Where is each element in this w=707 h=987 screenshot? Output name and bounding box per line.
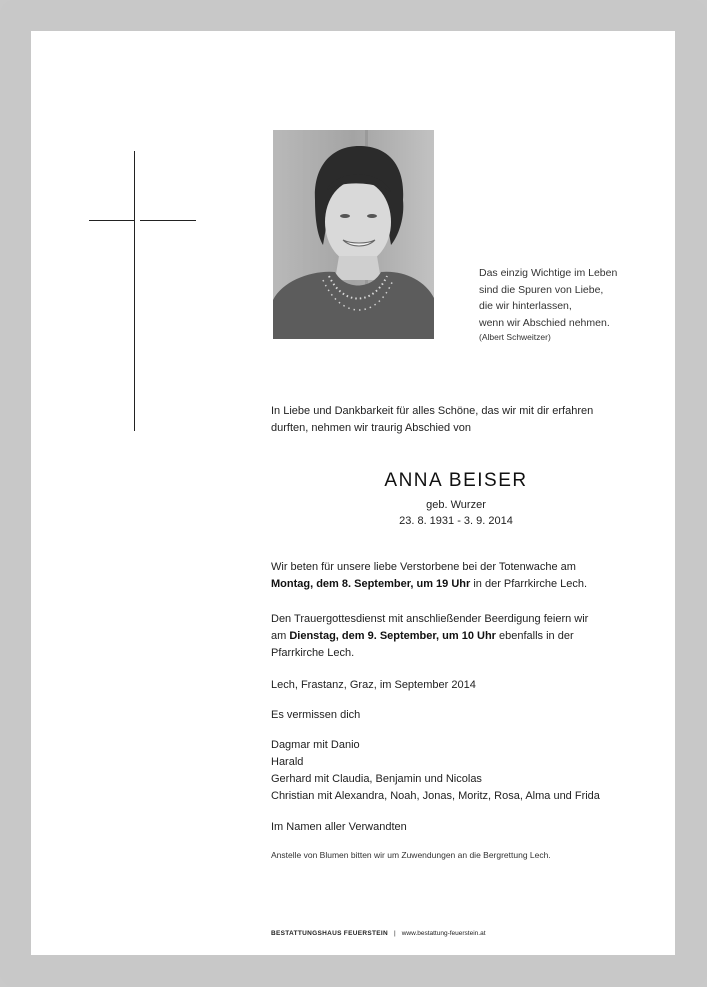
wake-paragraph (271, 559, 651, 593)
wake-location: in der Pfarrkirche Lech. (470, 578, 588, 590)
footer-url[interactable]: www.bestattung-feuerstein.at (401, 930, 486, 937)
deceased-name: ANNA BEISER (384, 470, 528, 491)
funeral-datetime: Dienstag, dem 9. September, um 10 Uhr (289, 630, 496, 642)
footer (271, 929, 651, 939)
funeral-text: Den Trauergottesdienst mit anschließender Beerdigung feiern wir (271, 613, 589, 625)
wake-datetime: Montag, dem 8. September, um 19 Uhr (271, 578, 471, 590)
intro-line: In Liebe und Dankbarkeit für alles Schöne, das wir mit dir erfahren (271, 405, 594, 417)
cross-bar-left (89, 220, 135, 221)
intro-line: durften, nehmen wir traurig Abschied von (271, 422, 471, 434)
footer-brand: BESTATTUNGSHAUS FEUERSTEIN (271, 930, 388, 937)
quote-line: die wir hinterlassen, (479, 300, 572, 312)
funeral-prefix: am (271, 630, 290, 642)
quote-line: sind die Spuren von Liebe, (479, 283, 604, 296)
mourners-list (271, 737, 651, 805)
place-date: Lech, Frastanz, Graz, im September 2014 (271, 679, 476, 691)
quote-block (479, 265, 669, 344)
funeral-location: Pfarrkirche Lech. (271, 647, 355, 659)
quote-line: Das einzig Wichtige im Leben (479, 267, 618, 279)
portrait-photo (273, 130, 434, 339)
obituary-page (31, 31, 675, 955)
quote-author: (Albert Schweitzer) (479, 332, 551, 342)
birth-name: geb. Wurzer (426, 499, 486, 511)
footer-separator: | (393, 930, 396, 937)
life-dates: 23. 8. 1931 - 3. 9. 2014 (399, 515, 513, 527)
mourner-item: Gerhard mit Claudia, Benjamin und Nicolas (271, 773, 482, 785)
intro-text (271, 403, 641, 437)
donation-note: Anstelle von Blumen bitten wir um Zuwendungen an die Bergrettung Lech. (271, 850, 551, 860)
wake-text: Wir beten für unsere liebe Verstorbene bei der Totenwache am (271, 561, 576, 573)
cross-bar-right (140, 220, 196, 221)
mourner-item: Harald (271, 756, 304, 768)
quote-line: wenn wir Abschied nehmen. (479, 316, 610, 329)
mourner-item: Dagmar mit Danio (271, 739, 360, 751)
mourner-item: Christian mit Alexandra, Noah, Jonas, Moritz, Rosa, Alma und Frida (271, 790, 600, 802)
cross-icon (134, 151, 135, 431)
relatives-line: Im Namen aller Verwandten (271, 821, 407, 833)
funeral-paragraph (271, 611, 651, 662)
funeral-suffix: ebenfalls in der (495, 630, 574, 642)
missed-by: Es vermissen dich (271, 709, 361, 721)
